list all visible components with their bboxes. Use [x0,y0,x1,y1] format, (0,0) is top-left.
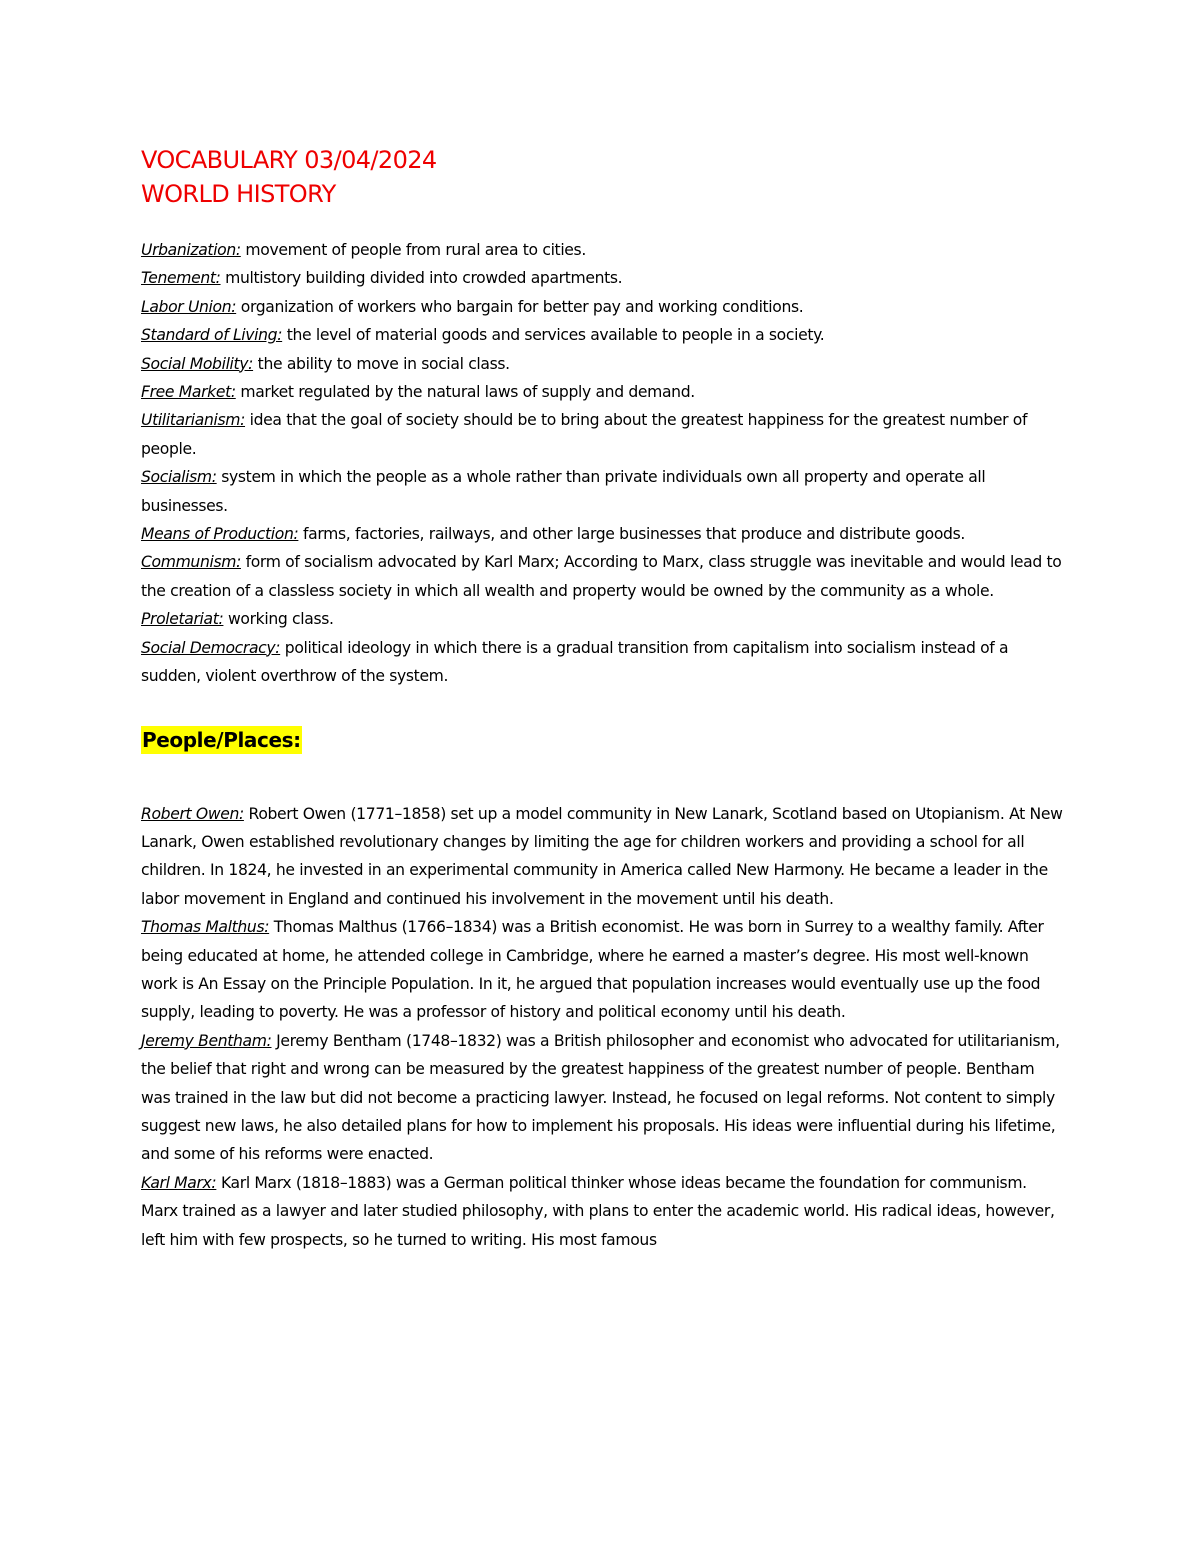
vocab-definition: working class. [223,610,334,629]
vocab-entry-standard-of-living [141,321,1066,349]
vocab-definition: multistory building divided into crowded apartments. [220,269,623,288]
vocab-entry-means-of-production [141,520,1066,548]
vocab-definition: the level of material goods and services available to people in a society. [282,326,825,345]
vocab-term: Utilitarianism: [141,411,246,430]
person-name: Robert Owen: [141,804,244,823]
vocab-term: Urbanization: [141,241,241,259]
vocab-entry-socialism [141,463,1066,520]
person-name: Thomas Malthus: [141,918,270,937]
vocab-definition: form of socialism advocated by Karl Marx; According to Marx, class struggle was inevitable and would lead to the creation of a classless society in which all wealth and property would be owned by the community as a whole. [141,553,1062,600]
people-places-heading [141,725,1066,765]
person-entry-thomas-malthus [141,913,1066,1027]
person-entry-robert-owen [141,800,1066,914]
document-page [141,140,1066,1254]
vocab-term: Means of Production: [141,525,299,544]
vocab-term: Communism: [141,553,241,572]
vocab-definition: movement of people from rural area to cities. [240,241,586,259]
person-name: Jeremy Bentham: [141,1031,272,1050]
vocab-term: Socialism: [141,468,217,487]
person-description: Thomas Malthus (1766–1834) was a British economist. He was born in Surrey to a wealthy family. After being educated at home, he attended college in Cambridge, where he earned a master’s degree. His most well-known work is An Essay on the Principle Population. In it, he argued that population increases would eventually use up the food supply, leading to poverty. He was a professor of history and political economy until his death. [141,918,1044,1022]
vocab-entry-labor-union [141,293,1066,321]
vocab-entry-utilitarianism [141,406,1066,463]
vocab-term: Tenement: [141,269,221,288]
vocab-entry-free-market [141,378,1066,406]
vocab-entry-social-mobility [141,350,1066,378]
person-description: Robert Owen (1771–1858) set up a model community in New Lanark, Scotland based on Utopianism. At New Lanark, Owen established revolutionary changes by limiting the age for children workers and providing a school for all children. In 1824, he invested in an experimental community in America called New Harmony. He became a leader in the labor movement in England and continued his involvement in the movement until his death. [141,804,1063,908]
person-description: Jeremy Bentham (1748–1832) was a British philosopher and economist who advocated for utilitarianism, the belief that right and wrong can be measured by the greatest happiness of the greatest number of people. Bentham was trained in the law but did not become a practicing lawyer. Instead, he focused on legal reforms. Not content to simply suggest new laws, he also detailed plans for how to implement his proposals. His ideas were influential during his lifetime, and some of his reforms were enacted. [141,1031,1060,1164]
person-entry-jeremy-bentham [141,1027,1066,1169]
people-places-heading-text: People/Places: [142,727,301,752]
vocab-term: Proletariat: [141,610,224,629]
vocab-entry-social-democracy [141,634,1066,691]
vocab-definition: organization of workers who bargain for better pay and working conditions. [236,297,804,316]
vocab-definition: market regulated by the natural laws of supply and demand. [235,383,695,402]
vocab-definition: the ability to move in social class. [253,354,510,373]
vocab-entry-urbanization [141,236,1066,264]
vocab-definition: system in which the people as a whole rather than private individuals own all property and operate all businesses. [141,468,986,515]
vocab-term: Standard of Living: [141,326,283,345]
vocab-entry-communism [141,548,1066,605]
vocab-definition: political ideology in which there is a gradual transition from capitalism into socialism instead of a sudden, violent overthrow of the system. [141,638,1009,686]
vocab-term: Social Democracy: [141,638,281,657]
vocab-definition: farms, factories, railways, and other large businesses that produce and distribute goods. [298,525,965,544]
people-list [141,800,1066,1255]
vocab-entry-tenement [141,264,1066,292]
vocab-definition: idea that the goal of society should be to bring about the greatest happiness for the greatest number of people. [141,411,1028,458]
vocab-term: Labor Union: [141,297,237,316]
vocab-entry-proletariat [141,605,1066,633]
person-name: Karl Marx: [141,1173,217,1192]
vocab-term: Free Market: [141,383,236,402]
person-description: Karl Marx (1818–1883) was a German political thinker whose ideas became the foundation for communism. Marx trained as a lawyer and later studied philosophy, with plans to enter the academic world. His radical ideas, however, left him with few prospects, so he turned to writing. His most famous [141,1173,1055,1249]
vocabulary-list [141,236,1066,691]
vocab-term: Social Mobility: [141,354,254,373]
person-entry-karl-marx [141,1169,1066,1254]
document-title: VOCABULARY 03/04/2024 [141,146,437,174]
document-subtitle: WORLD HISTORY [141,180,336,208]
